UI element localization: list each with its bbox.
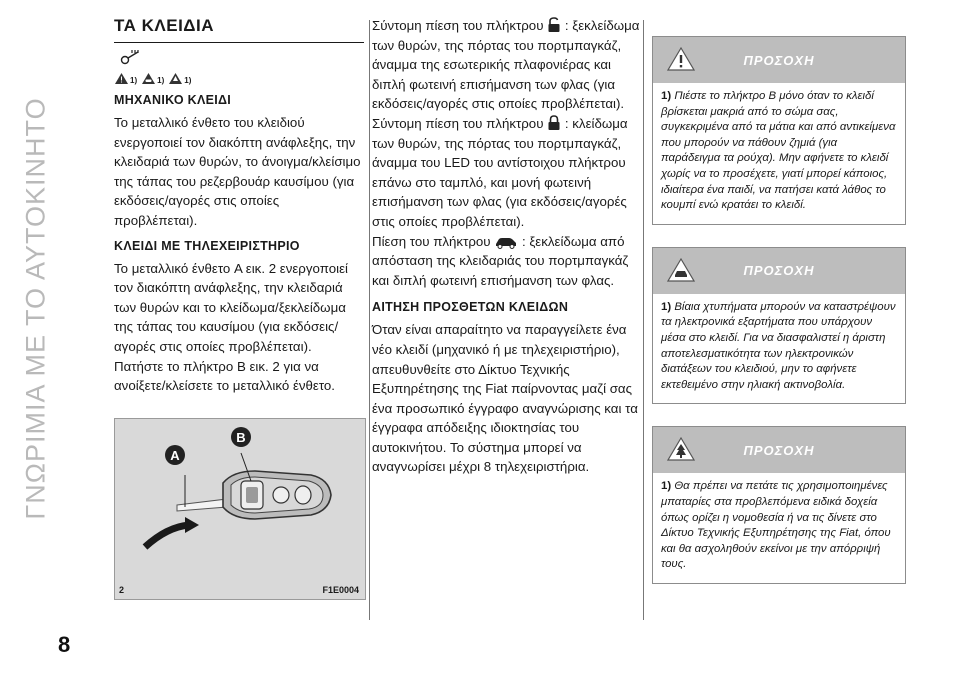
page-number: 8 <box>58 632 71 657</box>
ref-car: 1) <box>141 72 164 85</box>
warning-header <box>653 427 905 473</box>
column-divider <box>369 20 370 620</box>
column-divider <box>643 20 644 620</box>
unlock-icon <box>547 17 561 33</box>
warning-text: 1) Θα πρέπει να πετάτε τις χρησιμοποιημένες μπαταρίες στα προβλεπόμενα ειδικά δοχεία όπως ορίζει η νομοθεσία ή να τις δίνετε στο Δίκτυο Τεχνικής Εξυπηρέτησης της Fiat, όπου και θα ασχοληθούν εκείνοι με την απόρριψή τους. <box>661 480 891 571</box>
key-figure <box>114 418 366 600</box>
trunk-paragraph: Πίεση του πλήκτρου : ξεκλείδωμα από απόσταση της κλειδαριάς του πορτμπαγκάζ και διπλή φωτεινή επισήμανση των φλας. <box>372 233 629 288</box>
mechanical-key-heading: ΜΗΧΑΝΙΚΟ ΚΛΕΙΔΙ <box>114 93 232 107</box>
column-warnings <box>652 36 906 606</box>
environment-tree-icon <box>667 436 695 462</box>
ref-warning: 1) <box>114 72 137 85</box>
side-chapter-title-text: ΓΝΩΡΙΜΙΑ ΜΕ ΤΟ ΑΥΤΟΚΙΝΗΤΟ <box>20 96 51 520</box>
request-keys-heading: ΑΙΤΗΣΗ ΠΡΟΣΘΕΤΩΝ ΚΛΕΙΔΩΝ <box>372 300 569 315</box>
warning-title: ΠΡΟΣΟΧΗ <box>743 52 815 68</box>
warning-title: ΠΡΟΣΟΧΗ <box>743 263 815 279</box>
callout-a: A <box>170 447 180 463</box>
warning-box <box>652 426 906 584</box>
warning-text: 1) Πιέστε το πλήκτρο B μόνο όταν το κλειδί βρίσκεται μακριά από το σώμα σας, συγκεκριμένα από τα μάτια και από αντικείμενα που μπορούν να πάθουν ζημιά (για παράδειγμα τα ρούχα). Μην αφήνετε το κλειδί χωρίς να το προσέχετε, γιατί μπορεί κάποιος, ιδιαίτερα ένα παιδί, να πατήσει κατά λάθος το κουμπί ενώ κρατάει το κλειδί. <box>661 90 896 212</box>
side-chapter-title <box>14 8 58 608</box>
section-title: ΤΑ ΚΛΕΙΔΙΑ <box>114 16 364 43</box>
car-damage-icon <box>141 72 156 85</box>
figure-code: F1E0004 <box>322 584 359 595</box>
warning-header <box>653 37 905 83</box>
remote-key-text-button: Πατήστε το πλήκτρο B εικ. 2 για να ανοίξετε/κλείσετε το μεταλλικό ένθετο. <box>114 358 336 394</box>
request-keys-text: Όταν είναι απαραίτητο να παραγγείλετε ένα νέο κλειδί (μηχανικό ή με τηλεχειριστήριο), απευθυνθείτε στο Δίκτυο Τεχνικής Εξυπηρέτησης της Fiat παίρνοντας μαζί σας ένα προσωπικό έγγραφο αναγνώρισης και τα έγγραφα απόδειξης ιδιοκτησίας του αυτοκινήτου. Το σύστημα μπορεί να αναγνωρίσει μέχρι 8 τηλεχειριστήρια. <box>372 322 638 475</box>
mechanical-key-text: Το μεταλλικό ένθετο του κλειδιού ενεργοποιεί τον διακόπτη ανάφλεξης, την κλειδαριά των θυρών, το άνοιγμα/κλείσιμο της τάπας του ρεζερβουάρ καυσίμου (για εκδόσεις/αγορές στις οποίες προβλέπεται). <box>114 115 361 228</box>
lock-paragraph: Σύντομη πίεση του πλήκτρου : κλείδωμα των θυρών, της πόρτας του πορτμπαγκάζ, άναμμα του LED του αντίστοιχου πλήκτρου επάνω στο ταμπλό, και μονή φωτεινή επισήμανση των φλας (για εκδόσεις/αγορές στις οποίες προβλέπεται). <box>372 115 628 229</box>
figure-number: 2 <box>119 584 125 595</box>
warning-text: 1) Βίαια χτυπήματα μπορούν να καταστρέψουν τα ηλεκτρονικά εξαρτήματα που υπάρχουν μέσα στο κλειδί. Για να διασφαλιστεί η άριστη αποτελεσματικότητα των ηλεκτρονικών διατάξεων του κλειδιού, μην το αφήνετε εκτεθειμένο στην ηλιακή ακτινοβολία. <box>661 300 896 391</box>
warning-box <box>652 36 906 225</box>
warning-box <box>652 247 906 405</box>
warning-title: ΠΡΟΣΟΧΗ <box>743 442 815 458</box>
car-trunk-icon <box>494 235 518 249</box>
warning-triangle-icon <box>667 46 695 72</box>
lock-icon <box>547 115 561 131</box>
callout-b: B <box>236 429 246 445</box>
key-illustration <box>115 419 365 577</box>
ref-environment: 1) <box>168 72 191 85</box>
unlock-paragraph: Σύντομη πίεση του πλήκτρου : ξεκλείδωμα των θυρών, της πόρτας του πορτμπαγκάζ, άναμμα της εσωτερικής πλαφονιέρας και διπλή φωτεινή επισήμανση των φλας (για εκδόσεις/αγορές στις οποίες προβλέπεται). <box>372 18 640 112</box>
remote-key-heading: ΚΛΕΙΔΙ ΜΕ ΤΗΛΕΧΕΙΡΙΣΤΗΡΙΟ <box>114 238 300 253</box>
column-remote-functions <box>372 16 640 481</box>
warning-references <box>114 49 364 85</box>
key-symbol-icon <box>120 49 142 65</box>
warning-triangle-icon <box>114 72 129 85</box>
column-keys <box>114 16 364 600</box>
car-damage-icon <box>667 257 695 283</box>
remote-key-text: Το μεταλλικό ένθετο A εικ. 2 ενεργοποιεί τον διακόπτη ανάφλεξης, την κλειδαριά των θυρών και το κλείδωμα/ξεκλείδωμα της τάπας του καυσίμου (για εκδόσεις/αγορές στις οποίες προβλέπεται). <box>114 260 348 354</box>
environment-tree-icon <box>168 72 183 85</box>
warning-header <box>653 248 905 294</box>
